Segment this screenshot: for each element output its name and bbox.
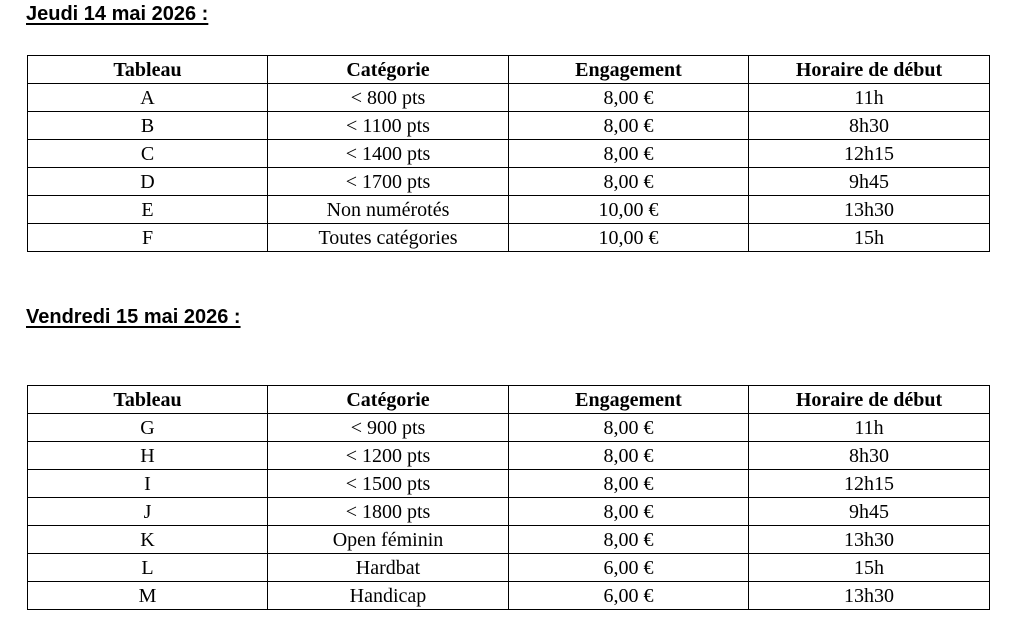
- table-row: [28, 498, 990, 526]
- cell-engagement: 8,00 €: [509, 470, 749, 498]
- cell-categorie: < 1700 pts: [268, 168, 509, 196]
- cell-tableau: F: [28, 224, 268, 252]
- table-header-row: [28, 386, 990, 414]
- column-header-categorie: Catégorie: [268, 56, 509, 84]
- table-row: [28, 140, 990, 168]
- cell-horaire: 9h45: [749, 498, 990, 526]
- cell-horaire: 13h30: [749, 582, 990, 610]
- cell-categorie: < 900 pts: [268, 414, 509, 442]
- cell-tableau: G: [28, 414, 268, 442]
- column-header-horaire: Horaire de début: [749, 386, 990, 414]
- table-row: [28, 526, 990, 554]
- table-row: [28, 582, 990, 610]
- column-header-tableau: Tableau: [28, 56, 268, 84]
- cell-categorie: < 1400 pts: [268, 140, 509, 168]
- cell-tableau: J: [28, 498, 268, 526]
- table-row: [28, 224, 990, 252]
- cell-engagement: 8,00 €: [509, 140, 749, 168]
- cell-horaire: 11h: [749, 414, 990, 442]
- column-header-categorie: Catégorie: [268, 386, 509, 414]
- cell-horaire: 15h: [749, 554, 990, 582]
- day-heading-friday: Vendredi 15 mai 2026 :: [26, 306, 241, 328]
- cell-horaire: 9h45: [749, 168, 990, 196]
- table-row: [28, 168, 990, 196]
- table-header-row: [28, 56, 990, 84]
- cell-engagement: 8,00 €: [509, 498, 749, 526]
- cell-engagement: 8,00 €: [509, 414, 749, 442]
- cell-engagement: 10,00 €: [509, 196, 749, 224]
- cell-tableau: I: [28, 470, 268, 498]
- cell-categorie: < 1200 pts: [268, 442, 509, 470]
- table-row: [28, 112, 990, 140]
- cell-horaire: 13h30: [749, 196, 990, 224]
- cell-tableau: C: [28, 140, 268, 168]
- cell-engagement: 8,00 €: [509, 442, 749, 470]
- cell-categorie: < 1500 pts: [268, 470, 509, 498]
- cell-tableau: L: [28, 554, 268, 582]
- column-header-engagement: Engagement: [509, 386, 749, 414]
- cell-engagement: 8,00 €: [509, 84, 749, 112]
- table-row: [28, 554, 990, 582]
- table-row: [28, 84, 990, 112]
- cell-categorie: < 1800 pts: [268, 498, 509, 526]
- cell-horaire: 13h30: [749, 526, 990, 554]
- cell-tableau: A: [28, 84, 268, 112]
- column-header-horaire: Horaire de début: [749, 56, 990, 84]
- cell-engagement: 8,00 €: [509, 168, 749, 196]
- table-row: [28, 442, 990, 470]
- cell-engagement: 6,00 €: [509, 554, 749, 582]
- cell-horaire: 12h15: [749, 140, 990, 168]
- cell-tableau: M: [28, 582, 268, 610]
- cell-horaire: 11h: [749, 84, 990, 112]
- cell-engagement: 6,00 €: [509, 582, 749, 610]
- cell-categorie: Open féminin: [268, 526, 509, 554]
- cell-tableau: K: [28, 526, 268, 554]
- table-row: [28, 470, 990, 498]
- cell-categorie: Hardbat: [268, 554, 509, 582]
- column-header-tableau: Tableau: [28, 386, 268, 414]
- cell-tableau: D: [28, 168, 268, 196]
- day-heading-thursday: Jeudi 14 mai 2026 :: [26, 3, 209, 25]
- cell-horaire: 8h30: [749, 112, 990, 140]
- cell-engagement: 8,00 €: [509, 526, 749, 554]
- cell-tableau: E: [28, 196, 268, 224]
- column-header-engagement: Engagement: [509, 56, 749, 84]
- cell-categorie: < 800 pts: [268, 84, 509, 112]
- table-row: [28, 414, 990, 442]
- table-row: [28, 196, 990, 224]
- cell-tableau: B: [28, 112, 268, 140]
- cell-engagement: 8,00 €: [509, 112, 749, 140]
- cell-categorie: Toutes catégories: [268, 224, 509, 252]
- schedule-table-friday: [27, 385, 990, 610]
- cell-categorie: Handicap: [268, 582, 509, 610]
- cell-engagement: 10,00 €: [509, 224, 749, 252]
- cell-tableau: H: [28, 442, 268, 470]
- cell-categorie: < 1100 pts: [268, 112, 509, 140]
- cell-horaire: 12h15: [749, 470, 990, 498]
- cell-categorie: Non numérotés: [268, 196, 509, 224]
- schedule-table-thursday: [27, 55, 990, 252]
- cell-horaire: 8h30: [749, 442, 990, 470]
- cell-horaire: 15h: [749, 224, 990, 252]
